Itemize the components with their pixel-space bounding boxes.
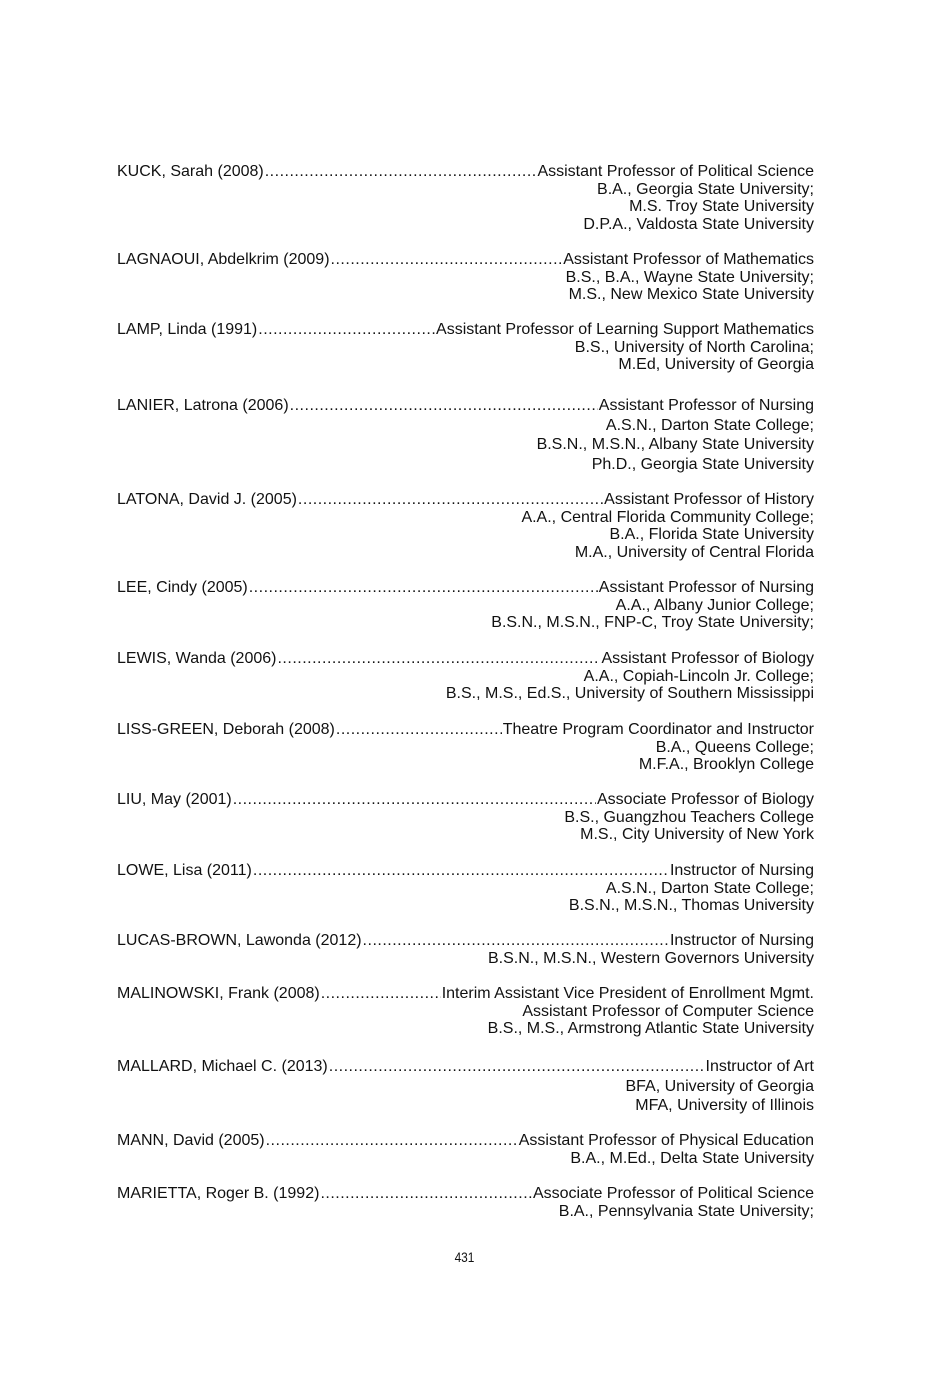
dot-leader bbox=[253, 862, 669, 880]
faculty-entry-kuck bbox=[117, 163, 814, 233]
faculty-title: Interim Assistant Vice President of Enrollment Mgmt. bbox=[441, 985, 814, 1002]
faculty-degree: B.S.N., M.S.N., Albany State University bbox=[536, 436, 814, 454]
faculty-name: MALLARD, Michael C. (2013) bbox=[117, 1058, 328, 1075]
page-number: 431 bbox=[454, 1249, 475, 1265]
faculty-entry-lagnaoui bbox=[117, 251, 814, 304]
faculty-title: Assistant Professor of Mathematics bbox=[563, 251, 814, 268]
dot-leader bbox=[320, 1185, 532, 1203]
faculty-degree: M.A., University of Central Florida bbox=[574, 543, 814, 561]
faculty-degree: B.S., M.S., Ed.S., University of Southern Mississippi bbox=[445, 685, 814, 703]
dot-leader bbox=[336, 721, 502, 739]
faculty-name: MALINOWSKI, Frank (2008) bbox=[117, 985, 320, 1002]
dot-leader bbox=[329, 1057, 705, 1077]
faculty-name: MARIETTA, Roger B. (1992) bbox=[117, 1185, 320, 1202]
faculty-degree: M.S., City University of New York bbox=[580, 826, 814, 844]
faculty-degree: B.S., University of North Carolina; bbox=[574, 338, 814, 356]
faculty-title: Instructor of Nursing bbox=[669, 932, 814, 949]
faculty-name: LAGNAOUI, Abdelkrim (2009) bbox=[117, 251, 330, 268]
faculty-degree: M.F.A., Brooklyn College bbox=[638, 756, 814, 774]
faculty-degree: B.S., Guangzhou Teachers College bbox=[564, 808, 814, 826]
faculty-degree: B.S.N., M.S.N., Western Governors University bbox=[487, 949, 814, 967]
faculty-title: Associate Professor of Biology bbox=[597, 791, 814, 808]
faculty-entry-liss-green bbox=[117, 721, 814, 774]
faculty-name: KUCK, Sarah (2008) bbox=[117, 163, 264, 180]
faculty-name: LEWIS, Wanda (2006) bbox=[117, 650, 277, 667]
dot-leader bbox=[363, 932, 669, 950]
faculty-entry-latona bbox=[117, 491, 814, 561]
faculty-degree: M.S. Troy State University bbox=[629, 198, 814, 216]
faculty-entry-liu bbox=[117, 791, 814, 844]
faculty-title: Associate Professor of Political Science bbox=[532, 1185, 814, 1202]
faculty-degree: B.A., Florida State University bbox=[609, 526, 814, 544]
faculty-name: LAMP, Linda (1991) bbox=[117, 321, 258, 338]
faculty-title: Instructor of Art bbox=[705, 1058, 814, 1075]
faculty-title: Assistant Professor of Nursing bbox=[598, 397, 814, 414]
faculty-degree: A.S.N., Darton State College; bbox=[605, 879, 814, 897]
dot-leader bbox=[290, 396, 598, 416]
faculty-entry-lowe bbox=[117, 862, 814, 915]
faculty-degree: MFA, University of Illinois bbox=[635, 1097, 814, 1115]
faculty-name: LATONA, David J. (2005) bbox=[117, 491, 297, 508]
dot-leader bbox=[277, 650, 600, 668]
faculty-entry-lanier bbox=[117, 396, 814, 474]
dot-leader bbox=[266, 1132, 518, 1150]
faculty-entry-marietta bbox=[117, 1185, 814, 1220]
dot-leader bbox=[258, 321, 435, 339]
faculty-entry-lucas-brown bbox=[117, 932, 814, 967]
faculty-title: Assistant Professor of Political Science bbox=[537, 163, 814, 180]
faculty-entry-malinowski bbox=[117, 985, 814, 1038]
faculty-title: Assistant Professor of History bbox=[604, 491, 814, 508]
faculty-degree: M.S., New Mexico State University bbox=[568, 286, 814, 304]
faculty-name: LISS-GREEN, Deborah (2008) bbox=[117, 721, 335, 738]
faculty-degree: B.S.N., M.S.N., Thomas University bbox=[568, 897, 814, 915]
faculty-degree: Ph.D., Georgia State University bbox=[591, 455, 814, 473]
faculty-name: MANN, David (2005) bbox=[117, 1132, 265, 1149]
faculty-degree: B.A., Pennsylvania State University; bbox=[558, 1202, 814, 1220]
dot-leader bbox=[249, 579, 598, 597]
faculty-title: Instructor of Nursing bbox=[669, 862, 814, 879]
faculty-name: LOWE, Lisa (2011) bbox=[117, 862, 252, 879]
faculty-degree: D.P.A., Valdosta State University bbox=[583, 215, 814, 233]
faculty-degree: A.A., Copiah-Lincoln Jr. College; bbox=[583, 667, 814, 685]
faculty-degree: B.A., Queens College; bbox=[655, 738, 814, 756]
faculty-name: LUCAS-BROWN, Lawonda (2012) bbox=[117, 932, 362, 949]
faculty-degree: BFA, University of Georgia bbox=[625, 1077, 814, 1095]
faculty-degree: B.S.N., M.S.N., FNP-C, Troy State University; bbox=[491, 614, 814, 632]
faculty-name: LIU, May (2001) bbox=[117, 791, 232, 808]
faculty-entry-mallard bbox=[117, 1057, 814, 1116]
faculty-degree: A.A., Albany Junior College; bbox=[615, 596, 814, 614]
dot-leader bbox=[298, 491, 603, 509]
faculty-degree: Assistant Professor of Computer Science bbox=[522, 1002, 814, 1020]
faculty-degree: B.S., B.A., Wayne State University; bbox=[565, 268, 814, 286]
faculty-degree: B.S., M.S., Armstrong Atlantic State University bbox=[487, 1020, 814, 1038]
dot-leader bbox=[331, 251, 563, 269]
faculty-entry-lewis bbox=[117, 650, 814, 703]
faculty-degree: A.A., Central Florida Community College; bbox=[521, 508, 814, 526]
faculty-entry-mann bbox=[117, 1132, 814, 1167]
faculty-degree: A.S.N., Darton State College; bbox=[605, 416, 814, 434]
faculty-name: LEE, Cindy (2005) bbox=[117, 579, 248, 596]
faculty-title: Assistant Professor of Learning Support Mathematics bbox=[436, 321, 814, 338]
faculty-degree: B.A., Georgia State University; bbox=[597, 180, 814, 198]
faculty-title: Theatre Program Coordinator and Instructor bbox=[502, 721, 814, 738]
faculty-title: Assistant Professor of Nursing bbox=[598, 579, 814, 596]
faculty-degree: M.Ed, University of Georgia bbox=[618, 356, 814, 374]
dot-leader bbox=[233, 791, 596, 809]
faculty-title: Assistant Professor of Physical Education bbox=[518, 1132, 814, 1149]
dot-leader bbox=[265, 163, 537, 181]
faculty-entry-lee bbox=[117, 579, 814, 632]
dot-leader bbox=[321, 985, 441, 1003]
faculty-entry-lamp bbox=[117, 321, 814, 374]
faculty-title: Assistant Professor of Biology bbox=[601, 650, 814, 667]
faculty-name: LANIER, Latrona (2006) bbox=[117, 397, 289, 414]
faculty-degree: B.A., M.Ed., Delta State University bbox=[570, 1149, 814, 1167]
